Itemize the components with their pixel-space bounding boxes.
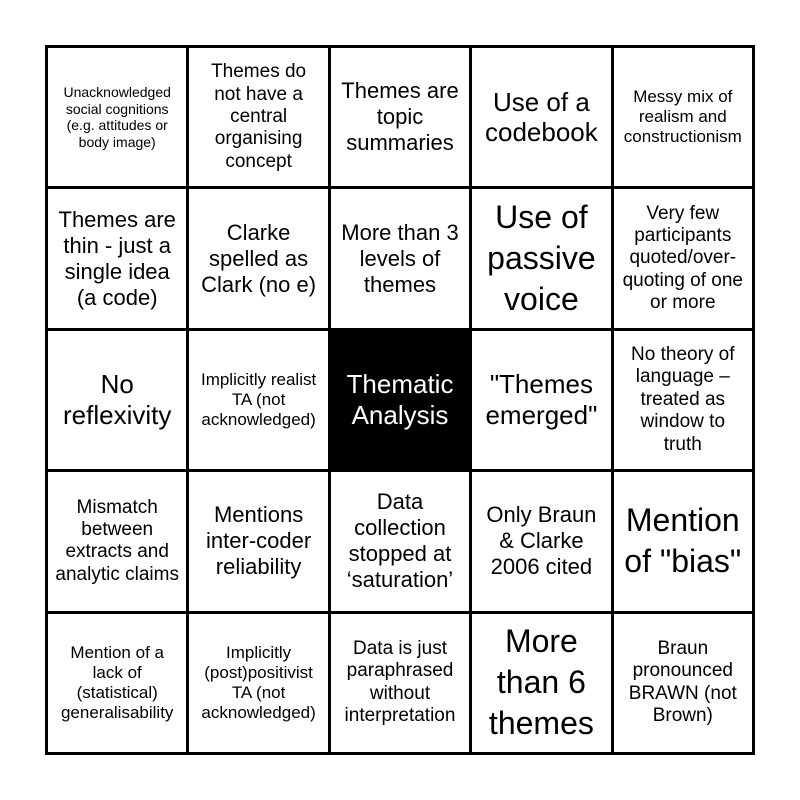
- bingo-cell-text: Mention of a lack of (statistical) generalisability: [60, 642, 174, 722]
- bingo-cell-text: "Themes emerged": [485, 369, 598, 430]
- bingo-cell[interactable]: [614, 331, 752, 469]
- bingo-cell-text: Implicitly realist TA (not acknowledged): [200, 369, 317, 430]
- bingo-cell-text: No reflexivity: [63, 369, 172, 430]
- bingo-cell-text: More than 6 themes: [488, 623, 594, 742]
- bingo-cell[interactable]: [614, 614, 752, 752]
- bingo-cell-text: Data is just paraphrased without interpretation: [344, 637, 456, 727]
- bingo-cell-text: Implicitly (post)positivist TA (not acknowledged): [201, 642, 316, 722]
- bingo-cell[interactable]: [189, 472, 327, 610]
- bingo-cell[interactable]: [472, 48, 610, 186]
- bingo-board: [45, 45, 755, 755]
- bingo-cell[interactable]: [614, 472, 752, 610]
- bingo-cell[interactable]: [189, 331, 327, 469]
- bingo-cell-text: Use of a codebook: [485, 86, 598, 148]
- bingo-cell-text: No theory of language – treated as window to truth: [631, 343, 735, 455]
- bingo-cell-text: Mention of "bias": [624, 502, 742, 580]
- bingo-cell-text: Very few participants quoted/over-quoting of one or more: [622, 202, 744, 314]
- bingo-cell-text: Unacknowledged social cognitions (e.g. attitudes or body image): [63, 84, 171, 150]
- bingo-cell[interactable]: [48, 331, 186, 469]
- bingo-cell-text: Themes are thin - just a single idea (a code): [58, 206, 176, 310]
- bingo-cell[interactable]: [48, 614, 186, 752]
- bingo-cell-text: Data collection stopped at ‘saturation’: [346, 489, 454, 593]
- bingo-cell[interactable]: [48, 472, 186, 610]
- free-space-label: Thematic Analysis: [346, 369, 454, 430]
- bingo-cell[interactable]: [331, 48, 469, 186]
- bingo-cell[interactable]: [189, 189, 327, 327]
- bingo-cell-text: Mentions inter-coder reliability: [206, 502, 312, 580]
- bingo-cell[interactable]: [472, 472, 610, 610]
- bingo-cell[interactable]: [331, 614, 469, 752]
- free-space-cell[interactable]: [331, 331, 469, 469]
- bingo-cell[interactable]: [189, 614, 327, 752]
- bingo-cell-text: More than 3 levels of themes: [341, 219, 459, 297]
- bingo-cell[interactable]: [472, 614, 610, 752]
- bingo-cell[interactable]: [48, 48, 186, 186]
- bingo-cell[interactable]: [48, 189, 186, 327]
- bingo-cell-text: Use of passive voice: [487, 199, 596, 318]
- bingo-cell-text: Themes are topic summaries: [341, 78, 459, 156]
- bingo-cell[interactable]: [331, 189, 469, 327]
- bingo-cell[interactable]: [472, 331, 610, 469]
- bingo-cell-text: Messy mix of realism and constructionism: [623, 87, 742, 147]
- bingo-cell-text: Themes do not have a central organising concept: [211, 61, 307, 172]
- bingo-cell[interactable]: [472, 189, 610, 327]
- bingo-cell-text: Only Braun & Clarke 2006 cited: [486, 502, 597, 580]
- bingo-cell[interactable]: [614, 189, 752, 327]
- bingo-cell[interactable]: [331, 472, 469, 610]
- bingo-cell-text: Braun pronounced BRAWN (not Brown): [628, 637, 737, 727]
- bingo-cell-text: Mismatch between extracts and analytic claims: [55, 496, 179, 585]
- bingo-cell-text: Clarke spelled as Clark (no e): [201, 219, 317, 297]
- bingo-cell[interactable]: [189, 48, 327, 186]
- bingo-cell[interactable]: [614, 48, 752, 186]
